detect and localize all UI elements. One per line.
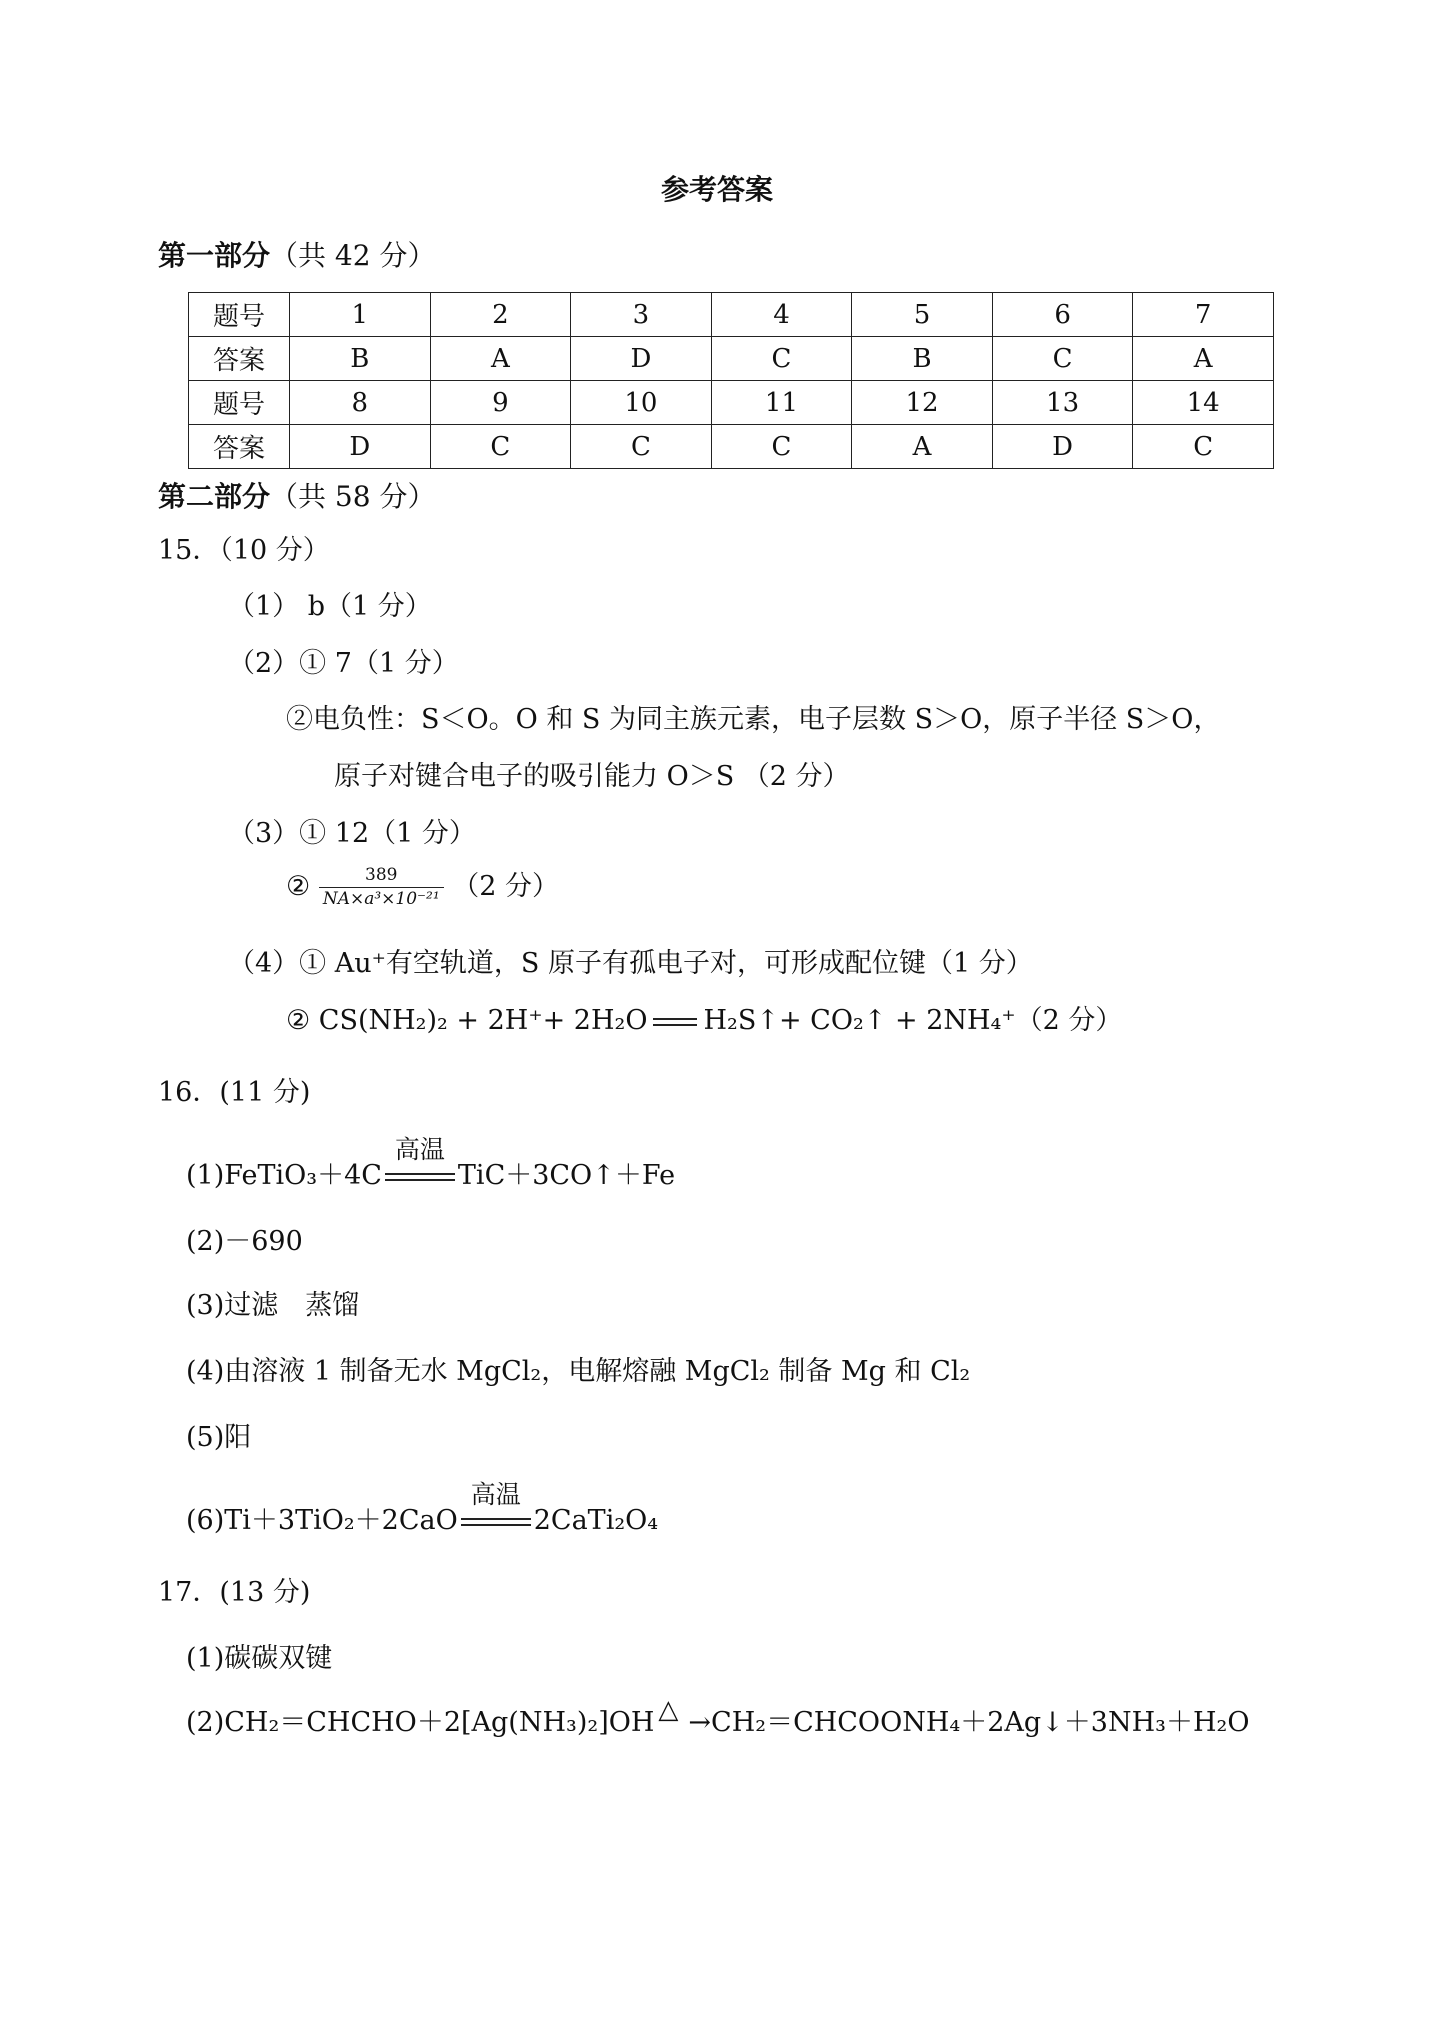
reaction-condition-arrow — [458, 1480, 534, 1536]
q17-answer-1: (1)碳碳双键 — [186, 1643, 333, 1674]
q15-answer-1: （1） b（1 分） — [228, 591, 432, 622]
q17-heading: 17．(13 分) — [158, 1577, 311, 1608]
q15-answer-2-2-cont: 原子对键合电子的吸引能力 O＞S （2 分） — [334, 761, 850, 792]
fraction-numerator: 389 — [319, 867, 444, 888]
q15-heading: 15．（10 分） — [158, 535, 330, 566]
fraction-denominator: NA×a³×10⁻²¹ — [322, 889, 440, 909]
page-title: 参考答案 — [660, 173, 773, 206]
table-row — [189, 293, 1274, 337]
table-cell: 10 — [571, 381, 712, 425]
table-row — [189, 337, 1274, 381]
table-cell: C — [711, 425, 852, 469]
table-cell: D — [992, 425, 1133, 469]
table-cell: A — [430, 337, 571, 381]
q17-2-reactants: (2)CH₂＝CHCHO＋2[Ag(NH₃)₂]OH — [186, 1707, 655, 1738]
q16-answer-6 — [186, 1480, 659, 1537]
equation-equals-sign — [653, 1018, 697, 1026]
table-cell: 12 — [852, 381, 993, 425]
table-row-header: 答案 — [189, 425, 290, 469]
table-cell: 6 — [992, 293, 1133, 337]
q15-4-2-products: H₂S↑+ CO₂↑ + 2NH₄⁺（2 分） — [703, 1005, 1123, 1036]
reaction-condition: 高温 — [470, 1480, 521, 1509]
part2-heading-label: 第二部分 — [158, 480, 271, 513]
table-cell: 3 — [571, 293, 712, 337]
part1-heading — [158, 234, 435, 274]
q17-2-products: →CH₂＝CHCOONH₄＋2Ag↓＋3NH₃＋H₂O — [688, 1707, 1250, 1738]
table-cell: 2 — [430, 293, 571, 337]
q16-6-reactants: (6)Ti＋3TiO₂＋2CaO — [186, 1505, 458, 1536]
table-cell: C — [1133, 425, 1274, 469]
table-cell: 7 — [1133, 293, 1274, 337]
table-row-header: 题号 — [189, 293, 290, 337]
table-cell: C — [430, 425, 571, 469]
q15-3-2-marker: ② — [286, 871, 311, 902]
part2-score: （共 58 分） — [270, 480, 436, 513]
table-row — [189, 381, 1274, 425]
part2-heading — [158, 475, 435, 515]
q16-1-products: TiC＋3CO↑＋Fe — [457, 1160, 676, 1191]
table-cell: B — [290, 337, 431, 381]
table-cell: A — [852, 425, 993, 469]
table-cell: 8 — [290, 381, 431, 425]
table-cell: 11 — [711, 381, 852, 425]
table-cell: D — [290, 425, 431, 469]
table-cell: 13 — [992, 381, 1133, 425]
part1-score: （共 42 分） — [270, 239, 436, 272]
table-row-header: 题号 — [189, 381, 290, 425]
table-cell: 14 — [1133, 381, 1274, 425]
q15-answer-4-2 — [286, 998, 1122, 1037]
density-fraction — [319, 867, 444, 908]
table-cell: B — [852, 337, 993, 381]
table-cell: C — [711, 337, 852, 381]
q15-answer-3-2 — [286, 864, 559, 908]
table-cell: 9 — [430, 381, 571, 425]
reaction-condition: 高温 — [394, 1135, 445, 1164]
q16-1-reactants: (1)FeTiO₃＋4C — [186, 1160, 382, 1191]
q15-3-2-score: （2 分） — [452, 871, 559, 902]
answer-table — [188, 292, 1274, 469]
q16-answer-3: (3)过滤 蒸馏 — [186, 1290, 360, 1321]
table-cell: A — [1133, 337, 1274, 381]
heat-triangle-icon: △ — [658, 1695, 679, 1725]
q15-answer-3-1: （3）① 12（1 分） — [228, 818, 476, 849]
table-cell: 4 — [711, 293, 852, 337]
q15-4-2-reactants: ② CS(NH₂)₂ + 2H⁺+ 2H₂O — [286, 1005, 648, 1036]
table-cell: D — [571, 337, 712, 381]
table-cell: 5 — [852, 293, 993, 337]
q16-6-products: 2CaTi₂O₄ — [533, 1505, 659, 1536]
q15-answer-2-2: ②电负性：S＜O。O 和 S 为同主族元素，电子层数 S＞O，原子半径 S＞O， — [286, 704, 1221, 735]
table-cell: C — [571, 425, 712, 469]
part1-heading-label: 第一部分 — [158, 239, 271, 272]
q16-answer-5: (5)阳 — [186, 1422, 252, 1453]
q16-heading: 16．(11 分) — [158, 1077, 311, 1108]
q16-answer-1 — [186, 1135, 676, 1192]
table-row-header: 答案 — [189, 337, 290, 381]
q15-answer-4-1: （4）① Au⁺有空轨道，S 原子有孤电子对，可形成配位键（1 分） — [228, 948, 1033, 979]
q16-answer-2: (2)－690 — [186, 1226, 303, 1257]
q17-answer-2 — [186, 1695, 1250, 1739]
table-cell: 1 — [290, 293, 431, 337]
reaction-condition-arrow — [382, 1135, 458, 1191]
table-row — [189, 425, 1274, 469]
q15-answer-2-1: （2）① 7（1 分） — [228, 648, 459, 679]
table-cell: C — [992, 337, 1133, 381]
q16-answer-4: (4)由溶液 1 制备无水 MgCl₂，电解熔融 MgCl₂ 制备 Mg 和 Cl₂ — [186, 1356, 971, 1387]
